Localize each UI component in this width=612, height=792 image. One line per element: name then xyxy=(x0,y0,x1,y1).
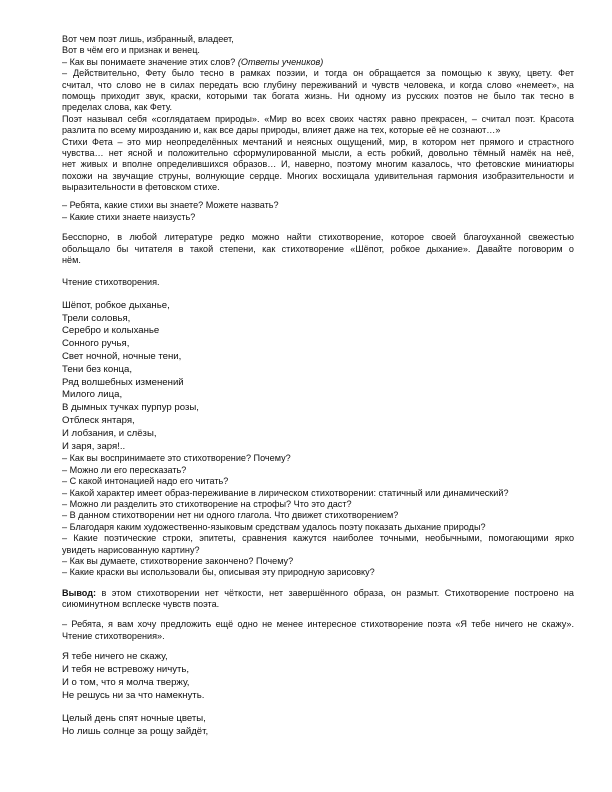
text-line: – Можно ли его пересказать? xyxy=(62,464,187,475)
text-line xyxy=(62,533,574,544)
text-line xyxy=(62,159,574,170)
text-line xyxy=(62,80,574,91)
text-line: – Ребята, какие стихи вы знаете? Можете назвать? xyxy=(62,200,279,211)
text-line: Чтение стихотворения». xyxy=(62,630,165,641)
text-line: разлита по всему мирозданию и, как все дары природы, влияет даже на тех, которые её не сознают…» xyxy=(62,125,501,136)
text-line: – Как вы воспринимаете это стихотворение? Почему? xyxy=(62,453,291,464)
line-text: – Как вы понимаете значение этих слов? xyxy=(62,56,238,67)
text-line: сиюминутном всплеске чувств поэта. xyxy=(62,599,220,610)
paragraph-gap xyxy=(62,610,574,619)
text-line: увидеть нарисованную картину? xyxy=(62,544,200,555)
line-text: в этом стихотворении нет чёткости, нет завершённого образа, он размыт. Стихотворение построено на xyxy=(96,587,574,598)
italic-note: (Ответы учеников) xyxy=(237,56,324,67)
text-line: Вот чем поэт лишь, избранный, владеет, xyxy=(62,34,234,44)
text-line xyxy=(62,137,574,148)
text-line xyxy=(62,68,574,79)
text-line xyxy=(62,148,574,159)
text-line: – С какой интонацией надо его читать? xyxy=(62,476,229,487)
text-line: Вот в чём его и признак и венец. xyxy=(62,45,200,56)
poem-line: Ряд волшебных изменений xyxy=(62,376,184,388)
line-text: – Ребята, я вам хочу предложить ещё одно не менее интересное стихотворение поэта «Я тебе ничего не скажу». xyxy=(62,619,574,630)
paragraph-gap xyxy=(62,289,574,300)
poem-line: И о том, что я молча твержу, xyxy=(62,676,190,688)
text-line: – Можно ли разделить это стихотворение на строфы? Что это даст? xyxy=(62,498,352,509)
text-line: – Какие стихи знаете наизусть? xyxy=(62,211,196,222)
text-line xyxy=(62,171,574,182)
text-line xyxy=(62,91,574,102)
text-line: – В данном стихотворении нет ни одного глагола. Что движет стихотворением? xyxy=(62,510,399,521)
text-line xyxy=(62,244,574,255)
text-line: – Какой характер имеет образ-переживание в лирическом стихотворении: статичный или динамический? xyxy=(62,487,509,498)
poem-line: И заря, заря!.. xyxy=(62,440,126,452)
line-text: – Какие поэтические строки, эпитеты, сравнения кажутся наиболее точными, необычными, помогающими ярко xyxy=(62,533,574,544)
line-text: Бесспорно, в любой литературе редко можно найти стихотворение, которое своей благоуханной свежестью xyxy=(62,232,574,243)
poem-line: Трели соловья, xyxy=(62,312,131,324)
conclusion-label: Вывод: xyxy=(62,587,97,598)
document-page xyxy=(62,34,574,739)
line-text: нет живых и вполне определившихся образов… И, наверно, поэтому многим казалось, что фетовские миниатюры xyxy=(62,159,574,170)
poem-line: Шёпот, робкое дыханье, xyxy=(62,299,170,311)
text-line xyxy=(62,57,574,68)
text-line: – Как вы думаете, стихотворение закончено? Почему? xyxy=(62,555,294,566)
paragraph-gap xyxy=(62,223,574,232)
poem-line: Отблеск янтаря, xyxy=(62,414,135,426)
paragraph xyxy=(62,619,574,642)
text-line xyxy=(62,588,574,599)
poem-stanza xyxy=(62,651,574,702)
line-text: – Действительно, Фету было тесно в рамках поэзии, и тогда он обращается за помощью к звуку, цвету. Фет xyxy=(62,68,574,79)
paragraph xyxy=(62,232,574,266)
text-line: выразительности в фетовском стихе. xyxy=(62,182,220,193)
poem-line: Но лишь солнце за рощу зайдёт, xyxy=(62,726,209,738)
poem-line: И лобзания, и слёзы, xyxy=(62,427,157,439)
paragraph xyxy=(62,277,574,288)
poem-line: Целый день спят ночные цветы, xyxy=(62,713,206,725)
line-text: обольщало бы читателя в такой степени, как стихотворение «Шёпот, робкое дыхание». Давайте поговорим о xyxy=(62,243,574,254)
text-line: Чтение стихотворения. xyxy=(62,277,160,288)
text-line xyxy=(62,114,574,125)
paragraph xyxy=(62,588,574,611)
text-line: – Благодаря каким художественно-языковым средствам удалось поэту показать дыхание природы? xyxy=(62,521,486,532)
paragraph-gap xyxy=(62,579,574,588)
paragraph xyxy=(62,200,574,223)
poem-line: Я тебе ничего не скажу, xyxy=(62,651,168,663)
line-text: чувства… нет ясной и положительно сформулированной мысли, а есть робкий, довольно тёмный намёк на неё, xyxy=(62,147,574,158)
paragraph-gap xyxy=(62,266,574,277)
line-text: помощь приходит звук, краски, которыми так богата жизнь. Ни одному из русских поэтов не было так тесно в xyxy=(62,90,574,101)
paragraph-gap xyxy=(62,193,574,200)
poem-stanza xyxy=(62,300,574,454)
paragraph xyxy=(62,453,574,578)
poem-line: Тени без конца, xyxy=(62,363,132,375)
line-text: Поэт называл себя «соглядатаем природы». «Мир во всех своих частях равно прекрасен, – считал поэт. Красота xyxy=(62,113,574,124)
paragraph-gap xyxy=(62,702,574,713)
paragraph xyxy=(62,34,574,193)
poem-line: Свет ночной, ночные тени, xyxy=(62,351,182,362)
text-line: – Какие краски вы использовали бы, описывая эту природную зарисовку? xyxy=(62,567,375,578)
text-line: нём. xyxy=(62,255,81,266)
line-text: похожи на звучащие струны, волнующие сердце. Многих восхищала удивительная гармония изобразительности и xyxy=(62,170,574,181)
text-line xyxy=(62,232,574,243)
poem-line: Милого лица, xyxy=(62,389,123,401)
paragraph-gap xyxy=(62,642,574,651)
line-text: считал, что слово не в силах передать всю глубину переживаний и чувств человека, и когда слово «немеет», на xyxy=(62,79,574,90)
poem-line: И тебя не встревожу ничуть, xyxy=(62,664,190,676)
poem-line: Не решусь ни за что намекнуть. xyxy=(62,689,205,701)
text-line: пределах слова, как Фету. xyxy=(62,102,173,113)
poem-line: Сонного ручья, xyxy=(62,338,130,350)
text-line xyxy=(62,619,574,630)
poem-stanza xyxy=(62,713,574,739)
poem-line: В дымных тучках пурпур розы, xyxy=(62,402,199,414)
line-text: Стихи Фета – это мир неопределённых мечтаний и неясных ощущений, мир, в котором нет прямого и страстного xyxy=(62,136,574,147)
poem-line: Серебро и колыханье xyxy=(62,325,160,337)
